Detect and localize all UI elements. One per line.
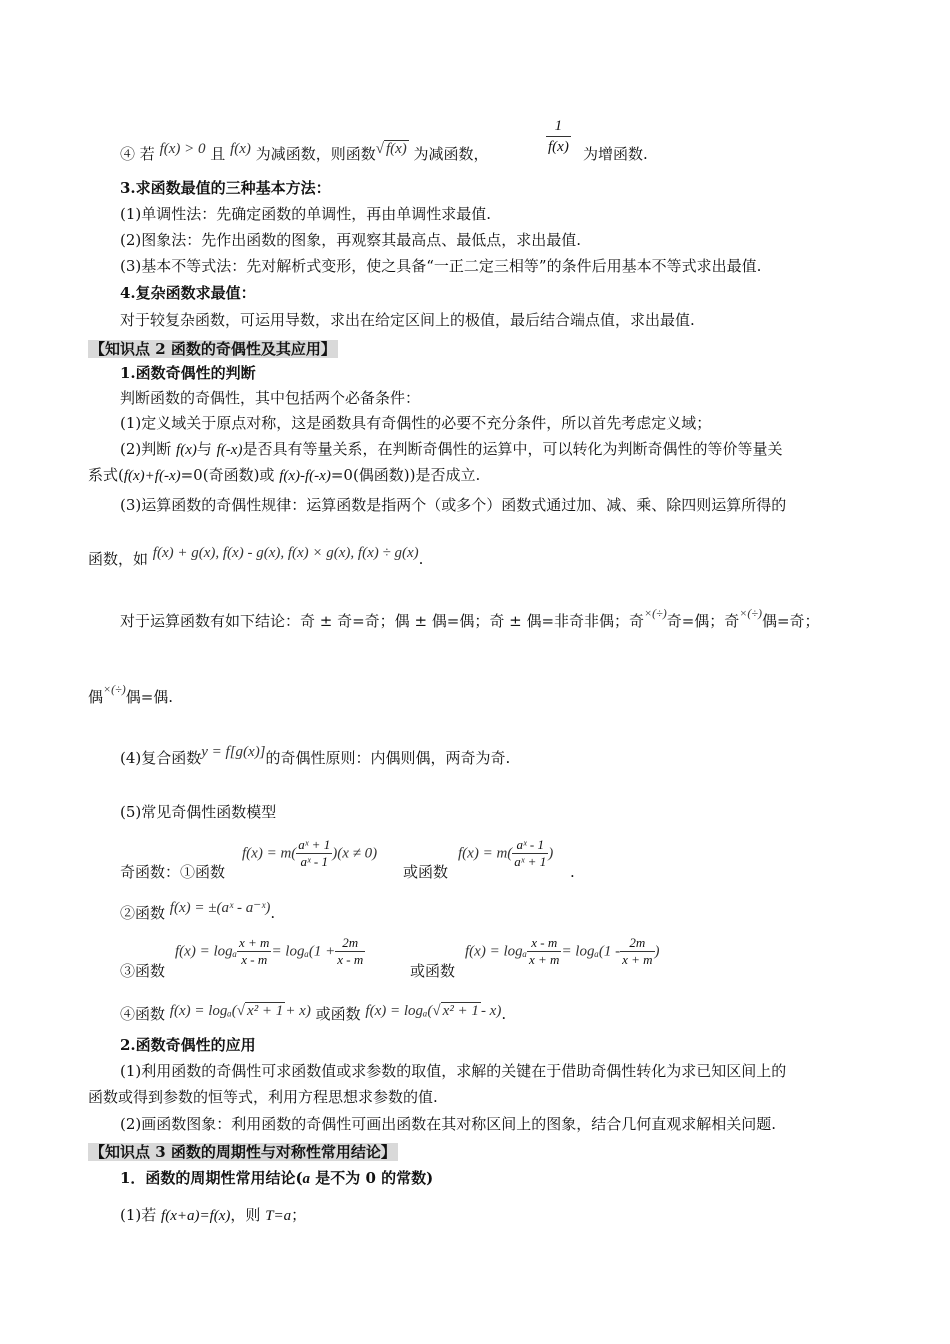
odd-model-2-line: ②函数 f(x) = ±(aˣ - a⁻ˣ). bbox=[120, 900, 276, 922]
odd-model-3-prefix: ③函数 bbox=[120, 962, 166, 980]
odd-model-3a: f(x) = logₐ $\frac{x + m}{x - m}$ = logₐ(1 + $\frac{2m}{x - m}$ bbox=[175, 935, 364, 967]
section-3-title: 3.求函数最值的三种基本方法： bbox=[120, 179, 331, 197]
or-label: 或函数 bbox=[410, 962, 456, 980]
parity-intro: 判断函数的奇偶性，其中包括两个必备条件： bbox=[120, 389, 421, 407]
parity-rules-line: 对于运算函数有如下结论：奇 ± 奇=奇；偶 ± 偶=偶；奇 ± 偶=非奇非偶；奇×(÷)奇=偶；奇×(÷)偶=奇； bbox=[120, 606, 820, 630]
parity-condition-3b: 函数，如 f(x) + g(x), f(x) - g(x), f(x) × g(x), f(x) ÷ g(x). bbox=[88, 545, 424, 568]
odd-model-4-line: ④函数 f(x) = logₐ(√ x² + 1 + x) 或函数 f(x) = logₐ(√ x² + 1 - x). bbox=[120, 1003, 507, 1023]
parity-condition-2a: (2)判断 f(x)与 f(-x)是否具有等量关系，在判断奇偶性的运算中，可以转化为判断奇偶性的等价等量关 bbox=[120, 440, 783, 458]
monotone-suffix: 为增函数. bbox=[583, 145, 648, 163]
parity-application-1b: 函数或得到参数的恒等式，利用方程思想求参数的值. bbox=[88, 1088, 438, 1106]
mul-div-symbol: ×(÷) bbox=[103, 682, 126, 696]
parity-condition-1: (1)定义域关于原点对称，这是函数具有奇偶性的必要不充分条件，所以首先考虑定义域； bbox=[120, 414, 712, 432]
or-label: 或函数 bbox=[403, 863, 449, 881]
knowledge-point-2-header: 【知识点 2 函数的奇偶性及其应用】 bbox=[90, 340, 336, 358]
composite-parity-line: (4)复合函数y = f[g(x)]的奇偶性原则：内偶则偶，两奇为奇. bbox=[120, 744, 511, 767]
odd-model-1: f(x) = m( $\frac{\text{aˣ + 1}}{\text{aˣ - 1}}$ )(x ≠ 0) bbox=[242, 837, 378, 869]
odd-model-2: f(x) = m( $\frac{\text{aˣ - 1}}{\text{aˣ + 1}}$ ) bbox=[458, 837, 554, 869]
parity-application-2: (2)画函数图象：利用函数的奇偶性可画出函数在其对称区间上的图象，结合几何直观求解相关问题. bbox=[120, 1115, 777, 1133]
mul-div-symbol: ×(÷) bbox=[644, 606, 667, 620]
parity-condition-3a: (3)运算函数的奇偶性规律：运算函数是指两个（或多个）函数式通过加、减、乘、除四则运算所得的 bbox=[120, 496, 787, 514]
section-4-title: 4.复杂函数求最值： bbox=[120, 284, 256, 302]
period: . bbox=[570, 863, 575, 881]
parity-application-1a: (1)利用函数的奇偶性可求函数值或求参数的取值，求解的关键在于借助奇偶性转化为求已知区间上的 bbox=[120, 1062, 787, 1080]
parity-condition-2b: 系式(f(x)+f(-x)=0(奇函数)或 f(x)-f(-x)=0(偶函数))是否成立. bbox=[88, 466, 481, 484]
section-3-item-1: (1)单调性法：先确定函数的单调性，再由单调性求最值. bbox=[120, 205, 492, 223]
periodicity-rule-1: (1)若 f(x+a)=f(x)，则 T=a； bbox=[120, 1206, 307, 1224]
parity-rules-last: 偶×(÷)偶=偶. bbox=[88, 682, 174, 706]
section-3-item-3: (3)基本不等式法：先对解析式变形，使之具备“一正二定三相等”的条件后用基本不等式求出最值. bbox=[120, 257, 762, 275]
sqrt-radical: √ f(x) bbox=[375, 141, 407, 157]
parity-judgement-title: 1.函数奇偶性的判断 bbox=[120, 364, 256, 382]
section-3-item-2: (2)图象法：先作出函数的图象，再观察其最高点、最低点，求出最值. bbox=[120, 231, 582, 249]
monotone-compose-line: ④ 若 f(x) > 0 且 f(x) 为减函数，则函数√ f(x) 为减函数， bbox=[120, 141, 489, 163]
knowledge-point-3-header: 【知识点 3 函数的周期性与对称性常用结论】 bbox=[90, 1143, 396, 1161]
reciprocal-fraction: $\frac{1}{f(x)}$ bbox=[548, 118, 569, 155]
odd-model-3b: f(x) = logₐ $\frac{x - m}{x + m}$ = logₐ(1 - $\frac{2m}{x + m}$ ) bbox=[465, 935, 660, 967]
section-4-text: 对于较复杂函数，可运用导数，求出在给定区间上的极值，最后结合端点值，求出最值. bbox=[120, 311, 695, 329]
parity-application-title: 2.函数奇偶性的应用 bbox=[120, 1036, 256, 1054]
mul-div-symbol: ×(÷) bbox=[739, 606, 762, 620]
odd-model-prefix: 奇函数：①函数 bbox=[120, 863, 226, 881]
periodicity-title: 1．函数的周期性常用结论(a 是不为 0 的常数) bbox=[120, 1169, 434, 1187]
common-models-title: (5)常见奇偶性函数模型 bbox=[120, 803, 277, 821]
